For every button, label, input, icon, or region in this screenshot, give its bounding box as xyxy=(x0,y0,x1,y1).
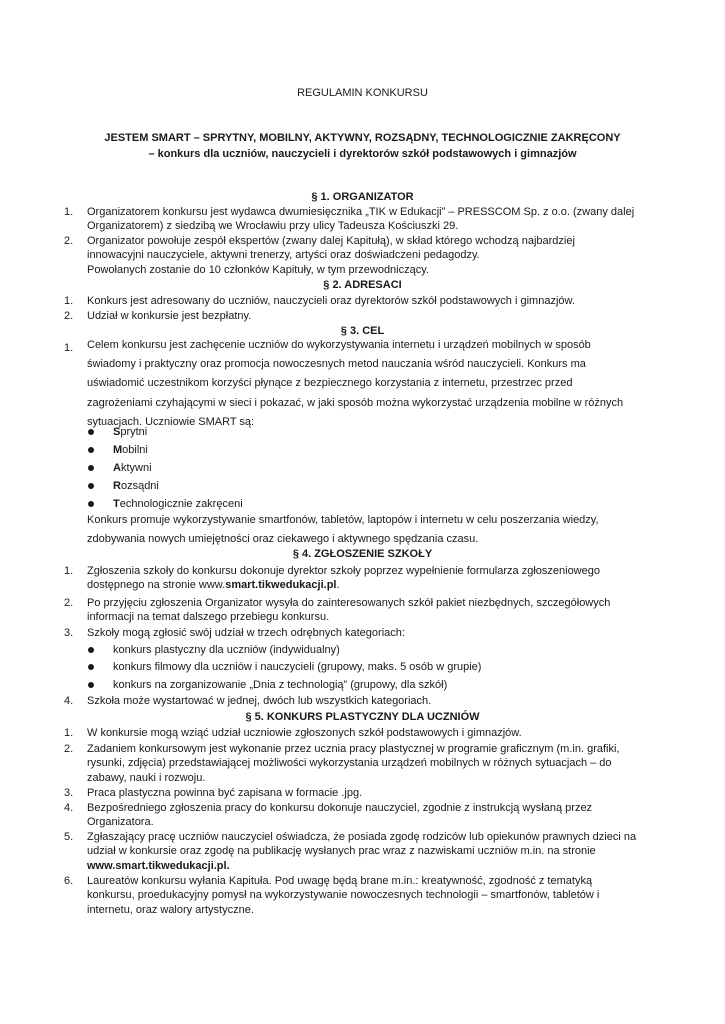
section-5-item-3 xyxy=(87,786,647,800)
text-line: uświadomić uczestnikom korzyści płynące z bezpiecznego korzystania z internetu, przestrzec przed xyxy=(87,377,573,390)
text-line: internetu, oraz walory artystyczne. xyxy=(87,903,254,916)
bullet-initial: S xyxy=(113,426,121,438)
section-1-item-1 xyxy=(87,205,647,234)
text-line: zagrożeniami czyhającymi w sieci i pokazać, w jaki sposób można wykorzystać urządzenia mobilne w różnych xyxy=(87,396,624,409)
list-number: 3. xyxy=(64,787,74,799)
list-number: 1. xyxy=(64,295,74,307)
text-line: Zgłoszenia szkoły do konkursu dokonuje dyrektor szkoły poprzez wypełnienie formularza zgłoszeniowego xyxy=(87,565,600,577)
text-line: zdobywania nowych umiejętności oraz ciekawego i aktywnego spędzania czasu. xyxy=(87,533,479,546)
bullet-icon xyxy=(88,483,94,489)
smart-bullet-s xyxy=(113,425,147,439)
text-segment: . xyxy=(226,859,230,872)
section-5-item-2 xyxy=(87,742,647,785)
subtitle-line-2: – konkurs dla uczniów, nauczycieli i dyrektorów szkół podstawowych i gimnazjów xyxy=(148,148,577,160)
text-line: Po przyjęciu zgłoszenia Organizator wysyła do zainteresowanych szkół pakiet niezbędnych, szczegółowych xyxy=(87,597,611,609)
list-number: 1. xyxy=(64,342,74,354)
website-link[interactable]: www.smart.tikwedukacji.pl xyxy=(87,859,227,872)
website-link[interactable]: smart.tikwedukacji.pl xyxy=(225,579,337,592)
bullet-rest: echnologicznie zakręceni xyxy=(119,498,243,510)
text-line: Bezpośredniego zgłoszenia pracy do konkursu dokonuje nauczyciel, zgodnie z instrukcją wysłaną przez xyxy=(87,802,593,814)
section-5-item-4 xyxy=(87,801,647,830)
text-line: Zadaniem konkursowym jest wykonanie przez ucznia pracy plastycznej w programie graficznym (m.in. grafiki, xyxy=(87,743,620,755)
section-4-item-3 xyxy=(87,626,647,640)
text-line: Konkurs jest adresowany do uczniów, nauczycieli oraz dyrektorów szkół podstawowych i gimnazjów. xyxy=(87,295,575,307)
smart-bullet-t xyxy=(113,497,243,511)
section-1-item-2 xyxy=(87,234,647,277)
text-line: Organizatora. xyxy=(87,816,154,829)
list-number: 1. xyxy=(64,565,74,577)
bullet-rest: prytni xyxy=(120,426,148,438)
list-number: 2. xyxy=(64,235,74,247)
bullet-initial: R xyxy=(113,480,121,492)
text-line: Organizatorem konkursu jest wydawca dwumiesięcznika „TIK w Edukacji” – PRESSCOM Sp. z o.o. (zwany dalej xyxy=(87,206,635,218)
bullet-initial: A xyxy=(113,462,121,474)
list-number: 2. xyxy=(64,743,74,755)
text-line: sytuacjach. Uczniowie SMART są: xyxy=(87,415,255,428)
bullet-icon xyxy=(88,465,94,471)
section-3-heading: § 3. CEL xyxy=(340,325,385,337)
bullet-initial: T xyxy=(113,498,120,510)
text-line: Szkoły mogą zgłosić swój udział w trzech odrębnych kategoriach: xyxy=(87,627,405,639)
bullet-rest: obilni xyxy=(122,444,148,456)
text-line xyxy=(87,859,647,873)
section-4-item-4 xyxy=(87,694,647,708)
smart-bullet-a xyxy=(113,461,152,475)
subtitle-line-1: JESTEM SMART – SPRYTNY, MOBILNY, AKTYWNY, ROZSĄDNY, TECHNOLOGICZNIE ZAKRĘCONY xyxy=(104,132,621,144)
text-line: Konkurs promuje wykorzystywanie smartfonów, tabletów, laptopów i internetu w celu poszerzania wiedzy, xyxy=(87,514,599,526)
text-line: Laureatów konkursu wyłania Kapituła. Pod uwagę będą brane m.in.: kreatywność, zgodność z tematyką xyxy=(87,875,593,887)
section-4-heading: § 4. ZGŁOSZENIE SZKOŁY xyxy=(292,548,433,560)
text-line: Szkoła może wystartować w jednej, dwóch lub wszystkich kategoriach. xyxy=(87,695,432,707)
category-bullet: konkurs filmowy dla uczniów i nauczycieli (grupowy, maks. 5 osób w grupie) xyxy=(113,661,482,673)
section-3-closing xyxy=(87,511,647,549)
smart-bullet-r xyxy=(113,479,159,493)
section-2-heading: § 2. ADRESACI xyxy=(323,279,402,291)
section-4-item-2 xyxy=(87,596,647,625)
text-line: konkursu, proedukacyjny pomysł na wykorzystywanie nowoczesnych technologii – smartfonów, tabletów i xyxy=(87,889,600,902)
text-line xyxy=(87,578,647,592)
bullet-icon xyxy=(88,647,94,653)
bullet-icon xyxy=(88,429,94,435)
text-line: świadomy i praktyczny oraz promocja nowoczesnych metod nauczania wśród nauczycieli. Konkurs ma xyxy=(87,358,586,371)
section-1-heading: § 1. ORGANIZATOR xyxy=(311,191,414,203)
bullet-icon xyxy=(88,682,94,688)
text-line: zabawy, nauki i rozwoju. xyxy=(87,771,206,784)
section-5-item-1 xyxy=(87,726,647,740)
list-number: 3. xyxy=(64,627,74,639)
section-2-item-1 xyxy=(87,294,647,308)
text-line: Organizator powołuje zespół ekspertów (zwany dalej Kapitułą), w skład którego wchodzą najbardziej xyxy=(87,235,575,247)
text-segment: dostępnego na stronie www. xyxy=(87,579,226,592)
text-segment: . xyxy=(336,579,340,592)
document-title: REGULAMIN KONKURSU xyxy=(297,87,428,99)
text-line: rysunki, zdjęcia) przedstawiającej możliwości wykorzystania urządzeń mobilnych w różnych sytuacjach – do xyxy=(87,757,612,770)
section-5-heading: § 5. KONKURS PLASTYCZNY DLA UCZNIÓW xyxy=(245,711,480,723)
text-line: Organizatorem) z siedzibą we Wrocławiu przy ulicy Tadeusza Kościuszki 29. xyxy=(87,220,459,233)
section-4-item-1 xyxy=(87,564,647,593)
bullet-icon xyxy=(88,501,94,507)
text-line: Celem konkursu jest zachęcenie uczniów do wykorzystywania internetu i urządzeń mobilnych w sposób xyxy=(87,339,591,351)
bullet-rest: ozsądni xyxy=(120,480,159,492)
section-5-item-6 xyxy=(87,874,647,917)
text-line: udział w konkursie oraz zgodę na publikację wysłanych prac wraz z nazwiskami uczniów m.in. na stronie xyxy=(87,845,596,858)
list-number: 2. xyxy=(64,597,74,609)
category-bullet: konkurs plastyczny dla uczniów (indywidualny) xyxy=(113,644,340,656)
text-line: Powołanych zostanie do 10 członków Kapituły, w tym przewodniczący. xyxy=(87,263,429,276)
list-number: 1. xyxy=(64,727,74,739)
text-line: Udział w konkursie jest bezpłatny. xyxy=(87,310,252,322)
section-2-item-2 xyxy=(87,309,647,323)
list-number: 4. xyxy=(64,695,74,707)
bullet-icon xyxy=(88,447,94,453)
text-line: Zgłaszający pracę uczniów nauczyciel oświadcza, że posiada zgodę rodziców lub opiekunów prawnych dzieci na xyxy=(87,831,637,843)
section-3-item-1 xyxy=(87,336,647,432)
bullet-rest: ktywni xyxy=(120,462,152,474)
list-number: 4. xyxy=(64,802,74,814)
text-line: innowacyjni nauczyciele, aktywni trenerzy, artyści oraz doświadczeni pedagodzy. xyxy=(87,249,480,262)
text-line: W konkursie mogą wziąć udział uczniowie zgłoszonych szkół podstawowych i gimnazjów. xyxy=(87,727,522,739)
bullet-initial: M xyxy=(113,444,123,456)
list-number: 2. xyxy=(64,310,74,322)
section-5-item-5 xyxy=(87,830,647,873)
smart-bullet-m xyxy=(113,443,148,457)
list-number: 5. xyxy=(64,831,74,843)
text-line: Praca plastyczna powinna być zapisana w formacie .jpg. xyxy=(87,787,363,799)
category-bullet: konkurs na zorganizowanie „Dnia z technologią” (grupowy, dla szkół) xyxy=(113,679,448,691)
list-number: 1. xyxy=(64,206,74,218)
list-number: 6. xyxy=(64,875,74,887)
text-line: informacji na temat dalszego przebiegu konkursu. xyxy=(87,611,330,624)
bullet-icon xyxy=(88,664,94,670)
